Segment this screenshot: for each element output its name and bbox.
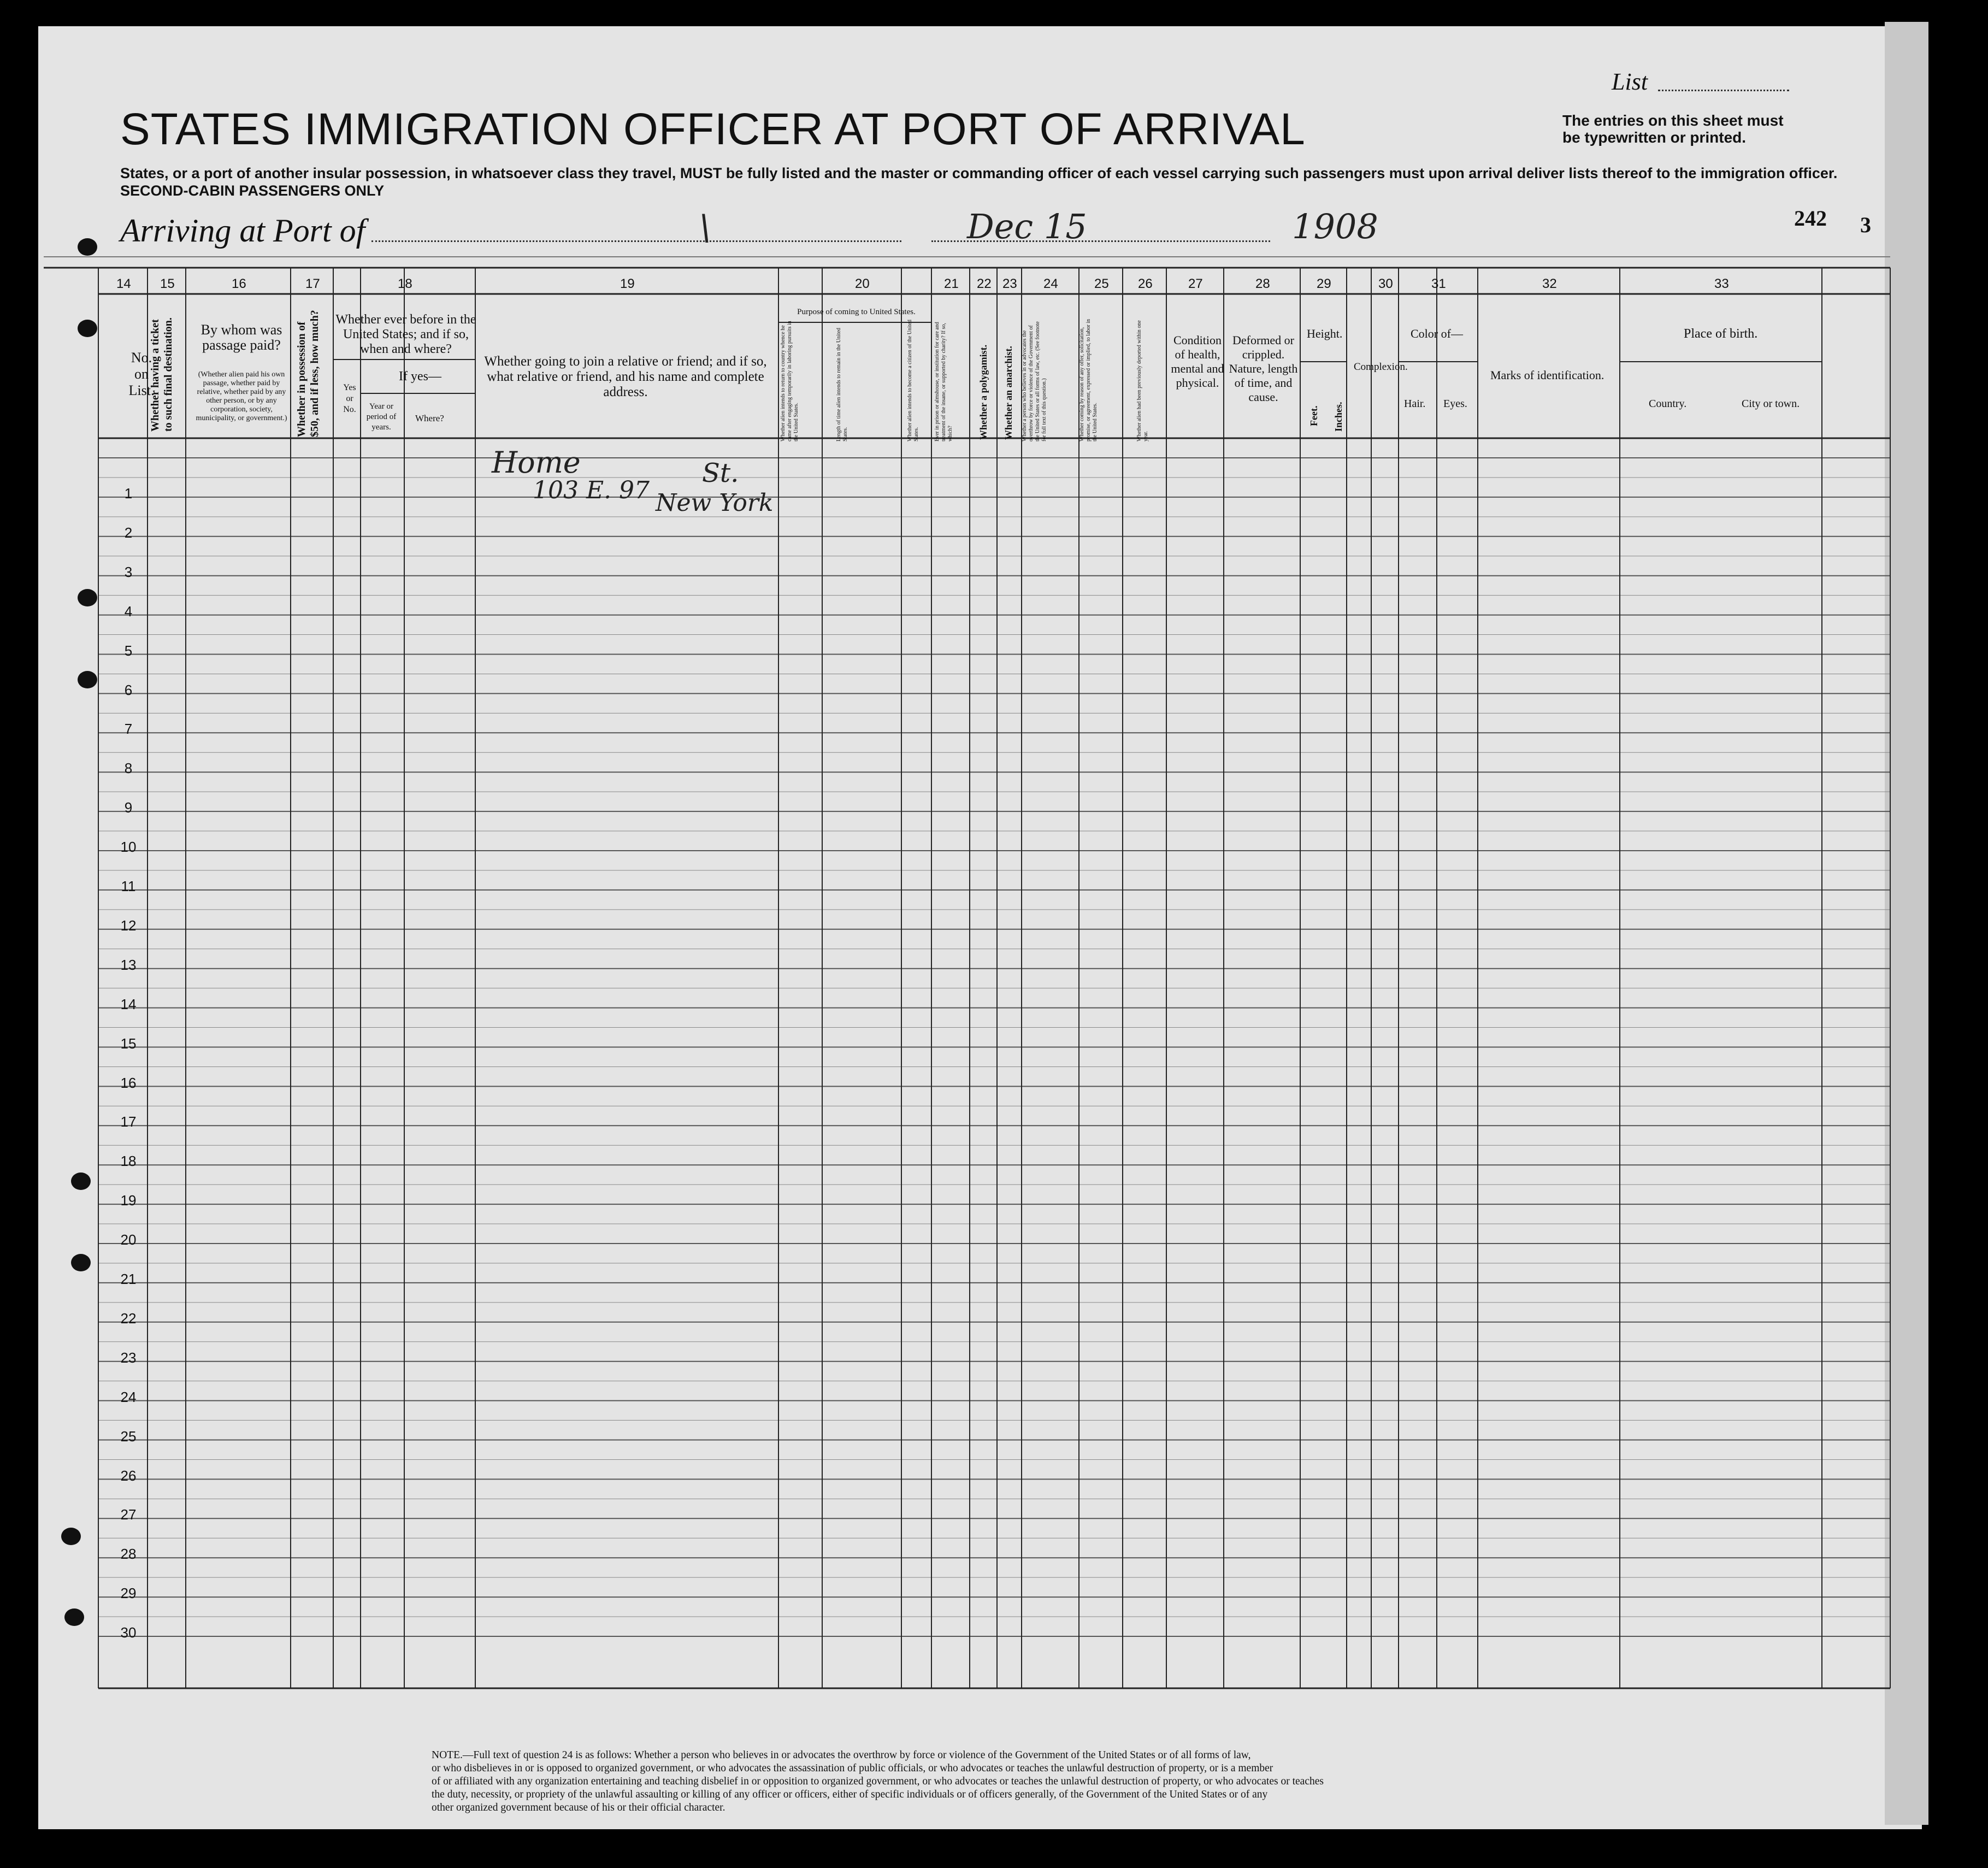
column-number: 22 — [977, 276, 992, 291]
row-number: 14 — [120, 995, 137, 1012]
entries-note-1: The entries on this sheet must — [1562, 112, 1784, 129]
row-number: 29 — [120, 1585, 137, 1602]
column-number: 31 — [1431, 276, 1446, 291]
row-number: 3 — [124, 563, 133, 580]
row-number: 22 — [120, 1310, 137, 1327]
header-q25: Whether coming by reason of any offer, solicitation, promise, or agreement, expressed or implied, to labor in the United States. — [1079, 319, 1098, 441]
row-number: 13 — [120, 956, 137, 973]
handwritten-relation: Home — [492, 445, 581, 480]
footnote-line-4: the duty, necessity, or propriety of the unlawful assaulting or killing of any officer or officers, either of specific individuals or of officers generally, of the Government of the United States or of any — [432, 1789, 1268, 1800]
page-number: 242 — [1794, 206, 1827, 231]
header-q26: Whether alien had been previously deported within one year. — [1136, 320, 1149, 441]
column-number: 15 — [160, 276, 175, 291]
row-number: 26 — [120, 1467, 137, 1484]
row-number: 15 — [120, 1035, 137, 1052]
row-number: 25 — [120, 1428, 137, 1445]
header-q24: Whether a person who believes in or advocates the overthrow by force or violence of the Government of the United States or all forms of law, etc. (See footnote for full text of this question.) — [1022, 321, 1047, 441]
row-number: 6 — [124, 681, 133, 698]
row-number: 17 — [120, 1113, 137, 1130]
column-number: 19 — [620, 276, 635, 291]
header-prison: Ever in prison or almshouse, or institution for care and treatment of the insane, or supported by charity? If so, which? — [934, 322, 953, 441]
arriving-date-handwritten: Dec 15 — [967, 207, 1087, 246]
header-ticket: Whether having a ticket to such final destination. — [149, 317, 174, 432]
arriving-label: Arriving at Port of — [120, 213, 365, 249]
column-number: 18 — [398, 276, 412, 291]
handwritten-city: New York — [656, 489, 774, 517]
header-inches: Inches. — [1333, 402, 1344, 432]
column-number: 16 — [232, 276, 246, 291]
column-number: 27 — [1188, 276, 1203, 291]
column-number: 26 — [1138, 276, 1153, 291]
column-number: 29 — [1317, 276, 1331, 291]
header-no-on-list: No. on List. — [128, 350, 155, 398]
row-number: 1 — [124, 485, 133, 502]
column-number: 32 — [1542, 276, 1557, 291]
header-marks: Marks of identification. — [1490, 368, 1604, 382]
header-ever-before: Whether ever before in the United States; and if so, when and where? — [335, 313, 476, 356]
header-yes-or-no: Yes or No. — [343, 383, 356, 414]
handwritten-street: 103 E. 97 — [533, 476, 650, 504]
row-number: 5 — [124, 642, 133, 659]
row-number: 20 — [120, 1231, 137, 1248]
header-condition: Condition of health, mental and physical. — [1171, 333, 1224, 390]
arriving-year-handwritten: 1908 — [1292, 207, 1378, 246]
entries-note-2: be typewritten or printed. — [1562, 129, 1747, 146]
row-number: 30 — [120, 1624, 137, 1641]
header-where: Where? — [415, 413, 444, 423]
row-number: 4 — [124, 603, 133, 620]
header-eyes: Eyes. — [1443, 398, 1467, 410]
column-number: 30 — [1378, 276, 1393, 291]
row-number: 23 — [120, 1349, 137, 1366]
column-number: 21 — [944, 276, 959, 291]
header-city: City or town. — [1742, 398, 1800, 410]
column-number: 33 — [1714, 276, 1729, 291]
header-join-relative: Whether going to join a relative or friend; and if so, what relative or friend, and his name and complete address. — [484, 354, 767, 399]
row-number: 18 — [120, 1153, 137, 1170]
second-cabin-label: SECOND-CABIN PASSENGERS ONLY — [120, 182, 385, 199]
page-number-suffix: 3 — [1860, 213, 1871, 237]
header-height: Height. — [1307, 327, 1343, 340]
row-number: 2 — [124, 524, 133, 541]
page-title: STATES IMMIGRATION OFFICER AT PORT OF ARRIVAL — [120, 104, 1306, 154]
footnote-line-3: of or affiliated with any organization entertaining and teaching disbelief in or opposition to organized government, or who advocates or teaches the unlawful destruction of property, or who advocates or teaches — [432, 1776, 1324, 1787]
header-purpose-sub2: Length of time alien intends to remain in the United States. — [836, 327, 848, 441]
header-purpose-sub3: Whether alien intends to become a citizen of the United States. — [907, 320, 919, 441]
row-number: 21 — [120, 1271, 137, 1287]
row-number: 19 — [120, 1192, 137, 1209]
row-number: 28 — [120, 1546, 137, 1563]
row-number: 10 — [120, 839, 137, 856]
footnote-line-2: or who disbelieves in or is opposed to organized government, or who advocates the assassination of public officials, or who advocates or teaches the unlawful destruction of property, or is a member — [432, 1763, 1273, 1774]
header-anarchist: Whether an anarchist. — [1003, 346, 1014, 440]
header-passage-note: (Whether alien paid his own passage, whether paid by relative, whether paid by any other person, or by any corporation, society, municipality, or government.) — [196, 370, 287, 422]
header-hair: Hair. — [1404, 398, 1426, 410]
arriving-port-handwritten: \ — [699, 208, 711, 248]
column-number: 28 — [1255, 276, 1270, 291]
instruction-text: States, or a port of another insular possession, in whatsoever class they travel, MUST be fully listed and the master or commanding officer of each vessel carrying such passengers must upon arrival deliver lists thereof to the immigration officer. — [120, 165, 1838, 181]
row-number: 7 — [124, 721, 133, 738]
handwritten-street-suffix: St. — [702, 458, 739, 488]
column-number: 20 — [855, 276, 870, 291]
header-year-period: Year or period of years. — [366, 402, 397, 432]
column-number: 23 — [1002, 276, 1017, 291]
header-passage-title: By whom was passage paid? — [200, 322, 282, 353]
row-number: 8 — [124, 760, 133, 777]
footnote-line-1: NOTE.—Full text of question 24 is as follows: Whether a person who believes in or advocates the overthrow by force or violence of the Government of the United States or of all forms of law, — [432, 1749, 1251, 1761]
row-number: 24 — [120, 1388, 137, 1405]
header-possession: Whether in possession of $50, and if less, how much? — [296, 310, 321, 437]
row-number: 12 — [120, 917, 137, 934]
header-deformed: Deformed or crippled. Nature, length of time, and cause. — [1229, 333, 1298, 404]
header-place-of-birth: Place of birth. — [1684, 327, 1758, 341]
row-number: 16 — [120, 1074, 137, 1091]
column-number: 25 — [1094, 276, 1109, 291]
column-number: 17 — [305, 276, 320, 291]
column-number: 24 — [1043, 276, 1058, 291]
footnote-line-5: other organized government because of his or their official character. — [432, 1802, 725, 1813]
header-polygamist: Whether a polygamist. — [978, 344, 989, 440]
header-feet: Feet. — [1308, 405, 1319, 426]
header-purpose-sub1: Whether alien intends to return to country whence he came after engaging temporarily in laboring pursuits in the United States. — [780, 321, 799, 441]
row-number: 9 — [124, 799, 133, 816]
row-number: 11 — [121, 878, 136, 894]
header-purpose-title: Purpose of coming to United States. — [797, 308, 916, 316]
header-country: Country. — [1649, 398, 1687, 410]
header-color-of: Color of— — [1411, 327, 1463, 340]
column-number: 14 — [116, 276, 131, 291]
header-complexion: Complexion. — [1354, 361, 1408, 373]
row-number: 27 — [120, 1506, 137, 1523]
header-if-yes: If yes— — [399, 369, 441, 384]
list-label: List — [1612, 68, 1648, 95]
